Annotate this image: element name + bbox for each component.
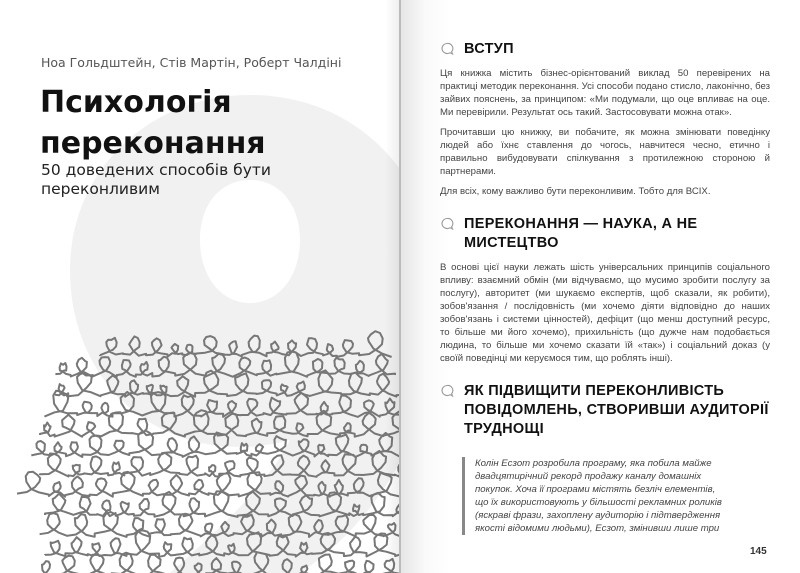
- title-line-1: Психологія: [40, 85, 232, 120]
- speech-bubble-icon: [440, 42, 454, 56]
- book-subtitle: [41, 161, 271, 199]
- book-authors: Ноа Гольдштейн, Стів Мартін, Роберт Чалдіні: [41, 55, 342, 70]
- subtitle-line-1: 50 доведених способів бути: [41, 161, 271, 179]
- book-title: [40, 82, 266, 164]
- paragraph: Для всіх, кому важливо бути переконливим. Тобто для ВСІХ.: [440, 186, 711, 197]
- heading-text: ЯК ПІДВИЩИТИ ПЕРЕКОНЛИВІСТЬ ПОВІДОМЛЕНЬ, СТВОРИВШИ АУДИТОРІЇ ТРУДНОЩІ: [464, 383, 769, 437]
- paragraph: Ця книжка містить бізнес-орієнтований виклад 50 перевірених на практиці методик переконання. Усі способи подано стисло, лаконічно, без зайвих пояснень, за принципом: «Ми подумали, що оце впливає на оце. Ми перевірили. Результат ось такий. Застосовувати можна отак».: [440, 68, 770, 118]
- heading-text: ВСТУП: [464, 41, 514, 57]
- section-intro: [440, 40, 770, 205]
- right-page-content: [440, 40, 770, 535]
- subtitle-line-2: переконливим: [41, 180, 160, 198]
- section-heading: [440, 382, 770, 439]
- speech-bubble-icon: [440, 217, 454, 231]
- page-number: 145: [750, 546, 767, 557]
- page-gutter-shadow: [385, 0, 400, 573]
- section-heading: [440, 215, 770, 253]
- section-science: [440, 215, 770, 372]
- section-difficulty: [440, 382, 770, 447]
- title-line-2: переконання: [40, 126, 266, 161]
- section-heading: [440, 40, 770, 59]
- heading-text: ПЕРЕКОНАННЯ — НАУКА, А НЕ МИСТЕЦТВО: [464, 216, 698, 251]
- quote-block: Колін Есзот розробила програму, яка побила майже двадцятирічний рекорд продажу каналу домашніх покупок. Хоча її програми містять безліч елементів, що їх використовують у більшості рекламних роликів (яскраві фрази, захоплену аудиторію і підтвердження якості відомими людьми), Есзот, змінивши лише три: [462, 457, 730, 535]
- paragraph: Прочитавши цю книжку, ви побачите, як можна змінювати поведінку людей або їхнє ставлення до чогось, навчитеся чесно, етично і правильно вибудовувати спілкування з протилежною стороною й партнерами.: [440, 127, 770, 177]
- speech-bubble-icon: [440, 384, 454, 398]
- paragraph: В основі цієї науки лежать шість універсальних принципів соціального впливу: взаємний обмін (ми відчуваємо, що мусимо зробити послугу за послугу), авторитет (ми шукаємо експертів, щоб сказали, як робити), зобов'язання / послідовність (ми хочемо діяти відповідно до наших зобов'язань і системи цінностей), дефіцит (що менш доступний ресурс, то більше ми його хочемо), прихильність (що дужче нам подобається людина, то більше ми хочемо сказати їй «так») і соціальний доказ (у своїй поведінці ми керуємося тим, що роблять інші).: [440, 262, 770, 364]
